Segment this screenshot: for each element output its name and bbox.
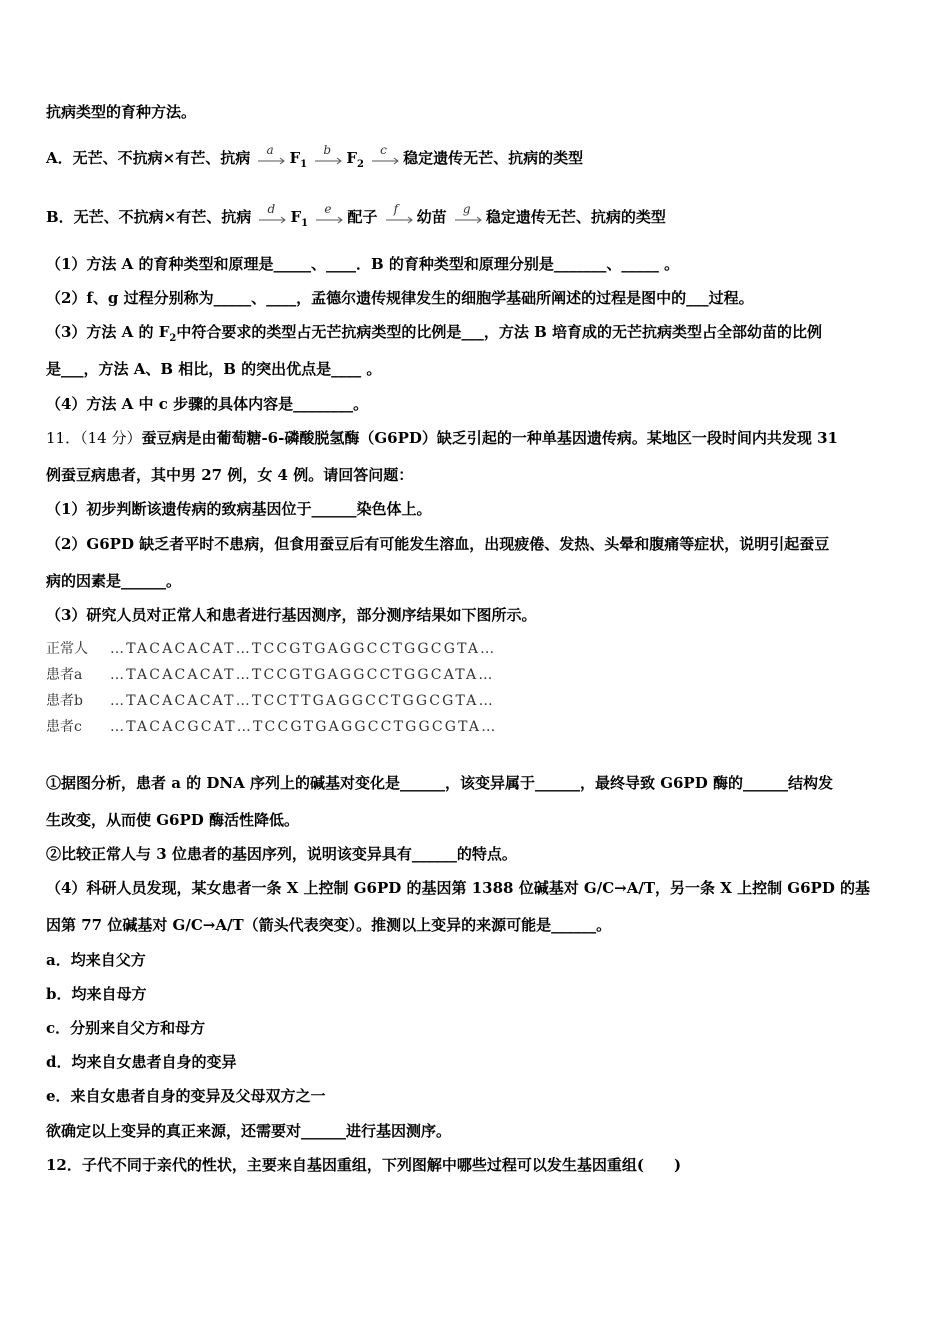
last-line: 欲确定以上变异的真正来源，还需要对______进行基因测序。: [46, 1122, 452, 1140]
f1-label: $F_1$: [289, 149, 308, 170]
arrow-icon: c: [371, 149, 401, 169]
method-b-text: B．无芒、不抗病×有芒、抗病: [46, 208, 252, 226]
problem-11b: 例蚕豆病患者，其中男 27 例，女 4 例。请回答问题：: [46, 466, 414, 484]
sub-2b: 病的因素是______。: [46, 572, 182, 590]
sequence-row: 患者c …TACACGCAT…TCCGTGAGGCCTGGCGTA…: [46, 719, 498, 735]
arrow-icon: f: [385, 208, 415, 228]
sequence-row: 患者a …TACACACAT…TCCGTGAGGCCTGGCATA…: [46, 667, 495, 683]
method-b-result: 稳定遗传无芒、抗病的类型: [485, 208, 666, 226]
method-a-line: [46, 143, 584, 175]
option-b: b．均来自母方: [46, 985, 147, 1003]
sub-4a: （4）科研人员发现，某女患者一条 X 上控制 G6PD 的基因第 1388 位碱基对 G/C→A/T，另一条 X 上控制 G6PD 的基: [46, 879, 871, 897]
arrow-icon: d: [258, 208, 288, 228]
sequence-row: 正常人 …TACACACAT…TCCGTGAGGCCTGGCGTA…: [46, 641, 497, 657]
gamete-label: 配子: [347, 208, 378, 226]
line-1: 抗病类型的育种方法。: [46, 103, 197, 121]
question-3b: 是___，方法 A、B 相比，B 的突出优点是____ 。: [46, 360, 382, 378]
circle-1a: ①据图分析，患者 a 的 DNA 序列上的碱基对变化是______，该变异属于______，最终导致 G6PD 酶的______结构发: [46, 774, 833, 792]
arrow-icon: e: [315, 208, 345, 228]
question-3a: （3）方法 A 的 $F_2$中符合要求的类型占无芒抗病类型的比例是___，方法 B 培育成的无芒抗病类型占全部幼苗的比例: [46, 323, 823, 344]
problem-12: 12．子代不同于亲代的性状，主要来自基因重组，下列图解中哪些过程可以发生基因重组( ): [46, 1156, 682, 1174]
option-e: e．来自女患者自身的变异及父母双方之一: [46, 1087, 326, 1105]
method-a-text: A．无芒、不抗病×有芒、抗病: [46, 149, 251, 167]
question-2: （2）f、g 过程分别称为_____、____，孟德尔遗传规律发生的细胞学基础所阐述的过程是图中的___过程。: [46, 289, 754, 307]
question-1: （1）方法 A 的育种类型和原理是_____、____．B 的育种类型和原理分别是_______、_____ 。: [46, 255, 680, 273]
circle-2: ②比较正常人与 3 位患者的基因序列，说明该变异具有______的特点。: [46, 845, 517, 863]
sub-1: （1）初步判断该遗传病的致病基因位于______染色体上。: [46, 500, 432, 518]
arrow-icon: a: [257, 149, 287, 169]
method-a-result: 稳定遗传无芒、抗病的类型: [403, 149, 584, 167]
question-4: （4）方法 A 中 c 步骤的具体内容是________。: [46, 395, 369, 413]
sub-4b: 因第 77 位碱基对 G/C→A/T（箭头代表突变）。推测以上变异的来源可能是______。: [46, 916, 612, 934]
sub-2a: （2）G6PD 缺乏者平时不患病，但食用蚕豆后有可能发生溶血，出现疲倦、发热、头晕和腹痛等症状，说明引起蚕豆: [46, 535, 830, 553]
option-d: d．均来自女患者自身的变异: [46, 1053, 237, 1071]
problem-number: 11．（14 分）: [46, 429, 142, 447]
f1-label: $F_1$: [290, 208, 309, 229]
circle-1b: 生改变，从而使 G6PD 酶活性降低。: [46, 811, 299, 829]
arrow-icon: b: [314, 149, 344, 169]
problem-11: 11．（14 分）蚕豆病是由葡萄糖-6-磷酸脱氢酶（G6PD）缺乏引起的一种单基因遗传病。某地区一段时间内共发现 31: [46, 429, 838, 447]
option-c: c．分别来自父方和母方: [46, 1019, 206, 1037]
sequence-row: 患者b …TACACACAT…TCCTTGAGGCCTGGCGTA…: [46, 693, 495, 709]
f2-label: $F_2$: [346, 149, 364, 170]
seedling-label: 幼苗: [416, 208, 447, 226]
option-a: a．均来自父方: [46, 951, 146, 969]
sub-3: （3）研究人员对正常人和患者进行基因测序，部分测序结果如下图所示。: [46, 606, 537, 624]
arrow-icon: g: [454, 208, 484, 228]
method-b-line: [46, 202, 666, 234]
